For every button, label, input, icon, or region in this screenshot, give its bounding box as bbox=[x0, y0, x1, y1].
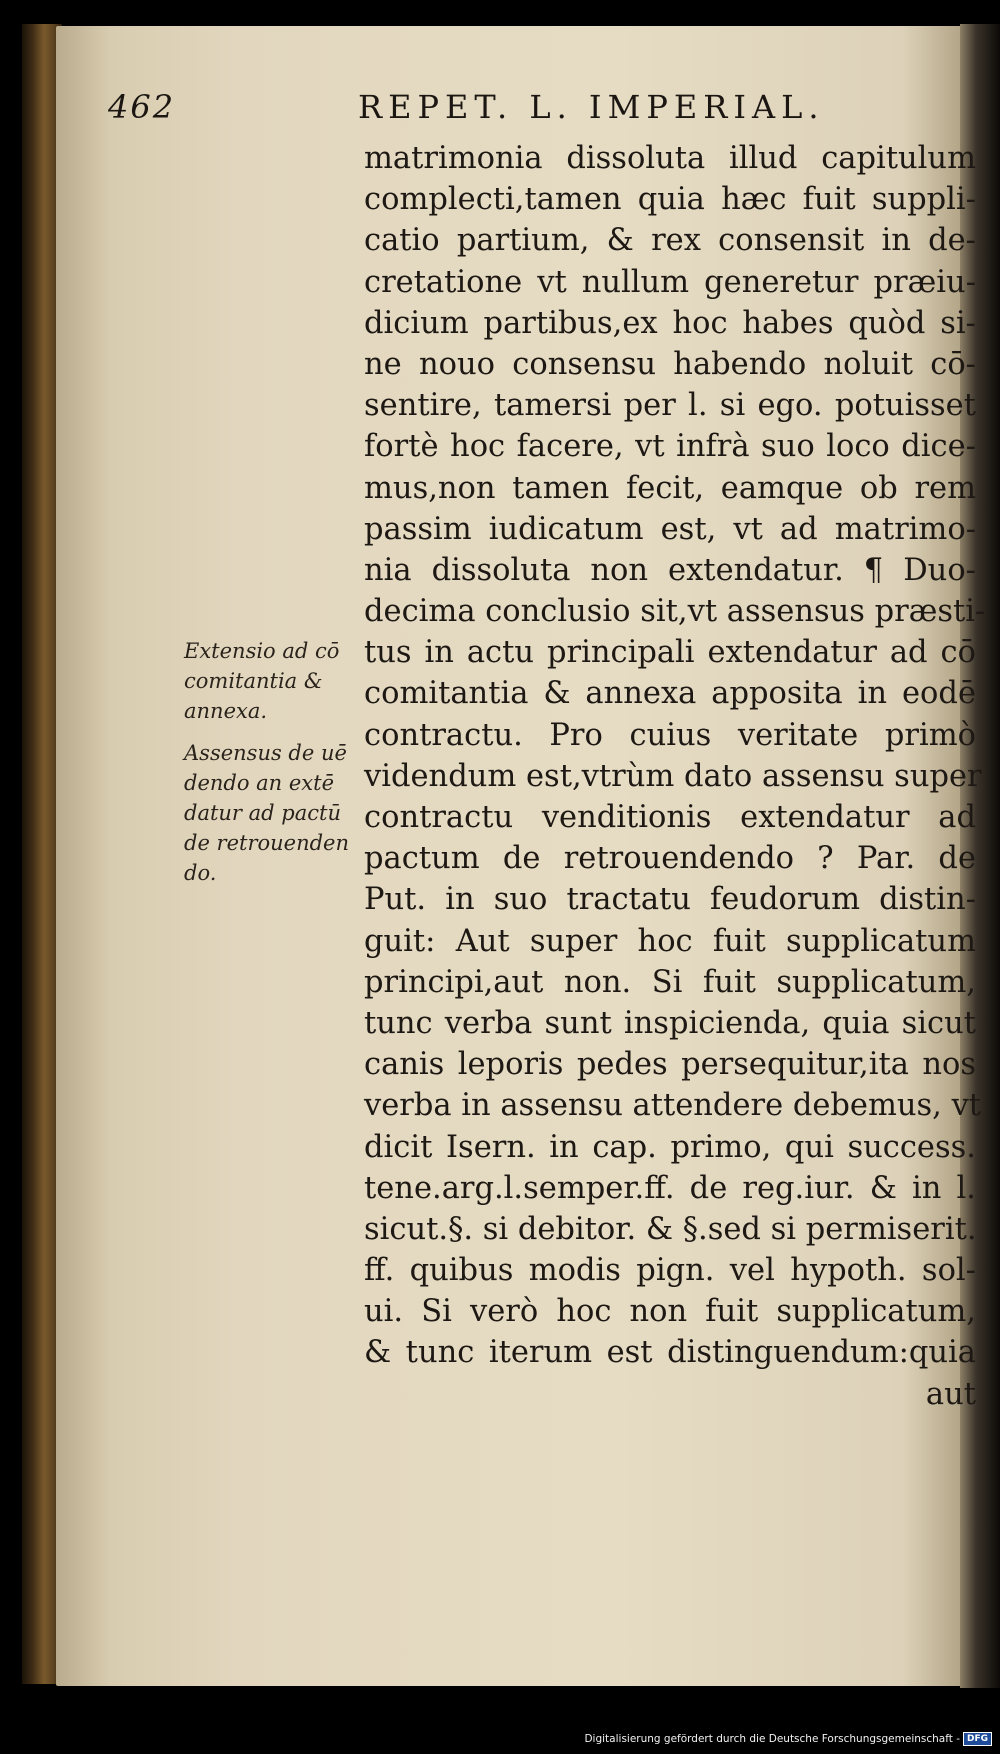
text-line: videndum est,vtrùm dato assensu super bbox=[364, 758, 982, 794]
text-line: canis leporis pedes persequitur,ita nos bbox=[364, 1047, 976, 1083]
text-line: Put. in suo tractatu feudorum distin- bbox=[364, 882, 976, 918]
margin-note-line: datur ad pactū bbox=[184, 801, 341, 825]
text-line: ne nouo consensu habendo noluit cō- bbox=[364, 346, 976, 382]
margin-note-line: Assensus de uē bbox=[184, 741, 347, 765]
margin-note-line: dendo an extē bbox=[184, 771, 335, 795]
text-line: dicium partibus,ex hoc habes quòd si- bbox=[364, 305, 976, 341]
text-line: contractu. Pro cuius veritate primò bbox=[364, 717, 976, 753]
dfg-logo: DFG bbox=[963, 1732, 992, 1746]
text-line: cretatione vt nullum generetur præiu- bbox=[364, 264, 976, 300]
text-line: passim iudicatum est, vt ad matrimo- bbox=[364, 511, 976, 547]
running-title: REPET. L. IMPERIAL. bbox=[358, 88, 825, 126]
digitization-footer bbox=[584, 1732, 992, 1746]
text-line: guit: Aut super hoc fuit supplicatum bbox=[364, 923, 976, 959]
text-line: matrimonia dissoluta illud capitulum bbox=[364, 141, 976, 176]
text-line: verba in assensu attendere debemus, vt bbox=[364, 1088, 982, 1124]
text-line: pactum de retrouendendo ? Par. de bbox=[364, 841, 976, 877]
margin-note-line: Extensio ad cō bbox=[184, 639, 340, 663]
text-line: decima conclusio sit,vt assensus præsti- bbox=[364, 594, 986, 630]
text-line: tus in actu principali extendatur ad cō bbox=[364, 635, 976, 671]
text-line: mus,non tamen fecit, eamque ob rem bbox=[364, 470, 976, 506]
text-line: principi,aut non. Si fuit supplicatum, bbox=[364, 964, 976, 1000]
margin-note bbox=[184, 636, 354, 726]
text-line: fortè hoc facere, vt infrà suo loco dice- bbox=[364, 429, 976, 465]
margin-notes bbox=[184, 636, 354, 900]
margin-note-line: do. bbox=[184, 861, 217, 885]
text-line: complecti,tamen quia hæc fuit suppli- bbox=[364, 182, 976, 218]
margin-note-line: de retrouenden bbox=[184, 831, 350, 855]
text-line: comitantia & annexa apposita in eodē bbox=[364, 676, 976, 712]
text-line: ff. quibus modis pign. vel hypoth. sol- bbox=[364, 1253, 976, 1289]
text-line: & tunc iterum est distinguendum:quia bbox=[364, 1335, 976, 1371]
text-line: catio partium, & rex consensit in de- bbox=[364, 223, 976, 259]
text-line: tene.arg.l.semper.ff. de reg.iur. & in l. bbox=[364, 1170, 976, 1206]
text-line: nia dissoluta non extendatur. ¶ Duo- bbox=[364, 552, 976, 588]
text-line: sicut.§. si debitor. & §.sed si permiserit. bbox=[364, 1211, 977, 1247]
margin-note-line: annexa. bbox=[184, 699, 268, 723]
text-line: contractu venditionis extendatur ad bbox=[364, 800, 976, 835]
margin-note bbox=[184, 738, 354, 888]
text-line: tunc verba sunt inspicienda, quia sicut bbox=[364, 1005, 976, 1041]
page-number: 462 bbox=[108, 88, 176, 126]
page-header bbox=[108, 88, 968, 138]
text-line: sentire, tamersi per l. si ego. potuisset bbox=[364, 388, 976, 424]
text-line: dicit Isern. in cap. primo, qui success. bbox=[364, 1129, 976, 1165]
text-line: aut bbox=[925, 1376, 976, 1412]
footer-credit: Digitalisierung gefördert durch die Deutsche Forschungsgemeinschaft - bbox=[584, 1733, 960, 1745]
main-text-column bbox=[364, 138, 986, 1415]
margin-note-line: comitantia & bbox=[184, 669, 323, 693]
text-line: ui. Si verò hoc non fuit supplicatum, bbox=[364, 1294, 976, 1330]
